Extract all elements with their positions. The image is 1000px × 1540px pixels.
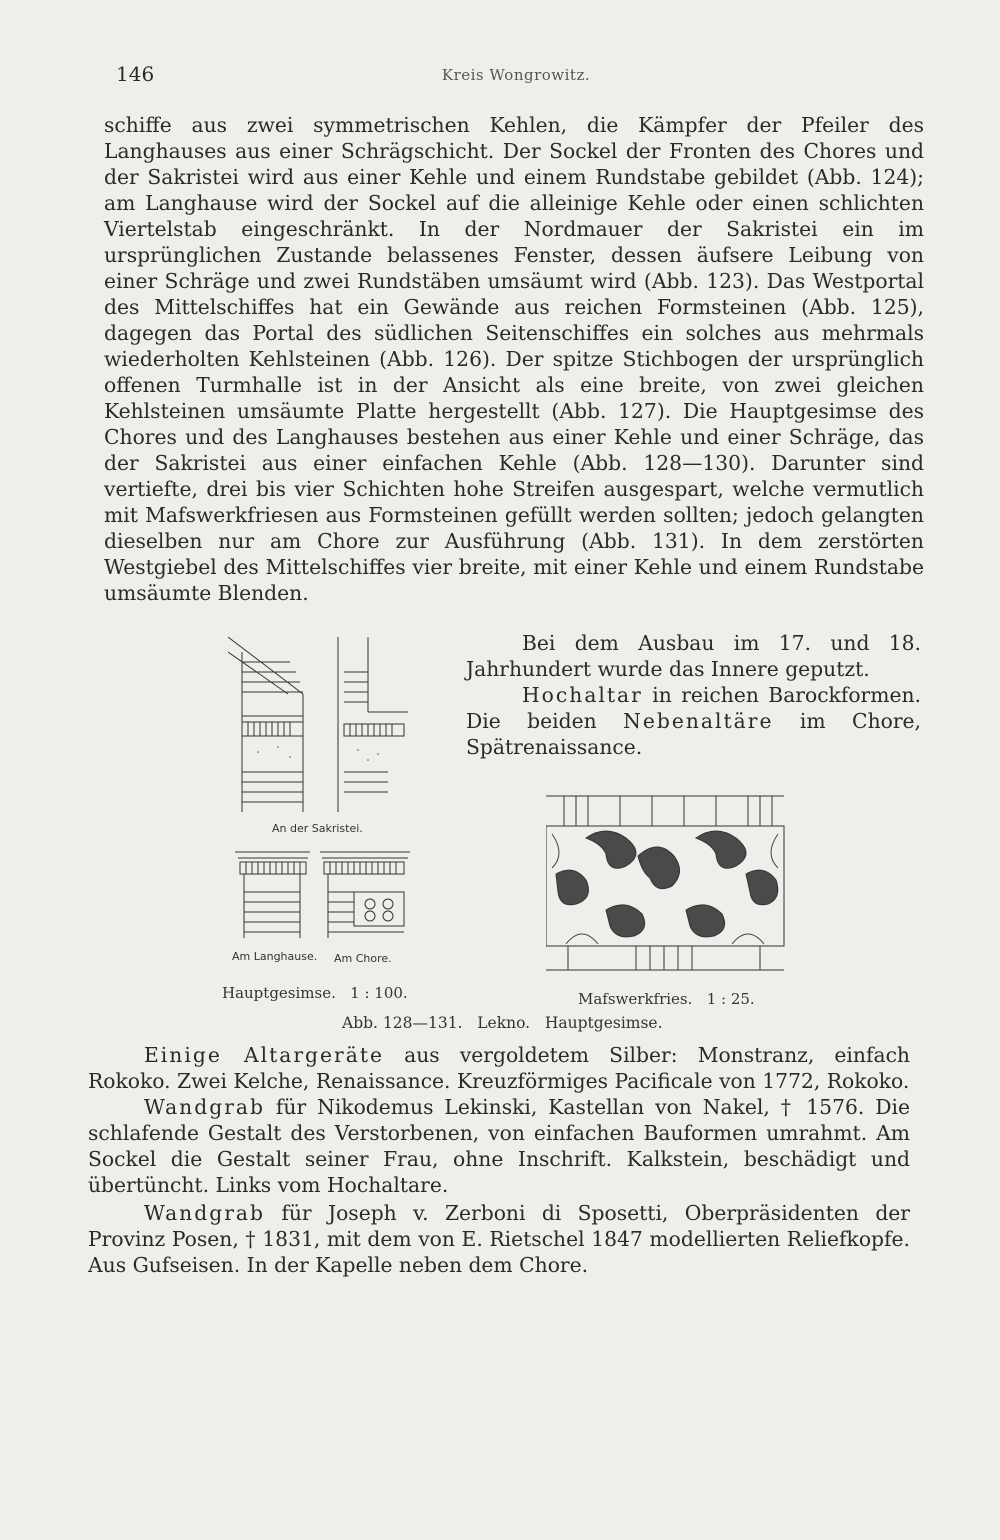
caption-right: Mafswerkfries. 1 : 25. [578,990,755,1008]
running-head: Kreis Wongrowitz. [441,66,591,84]
lower-paragraph-3 [88,1200,910,1278]
masswerkfries-drawing [546,794,786,980]
paragraph-top: schiffe aus zwei symmetrischen Kehlen, die Kämpfer der Pfeiler des Langhauses aus einer Schrägschicht. Der Sockel der Fronten des Chores und der Sakristei wird aus einer Kehle und einem Rundstabe gebildet (Abb. 124); am Langhause wird der Sockel auf die alleinige Kehle oder einen schlichten Viertelstab eingeschränkt. In der Nordmauer der Sakristei ein im ursprünglichen Zustande belassenes Fenster, dessen äufsere Leibung von einer Schräge und zwei Rundstäben umsäumt wird (Abb. 123). Das Westportal des Mittelschiffes hat ein Gewände aus reichen Formsteinen (Abb. 125), dagegen das Portal des südlichen Seitenschiffes ein solches aus mehrmals wiederholten Kehlsteinen (Abb. 126). Der spitze Stichbogen der ursprünglich offenen Turmhalle ist in der Ansicht als eine breite, von zwei gleichen Kehlsteinen umsäumte Platte hergestellt (Abb. 127). Die Hauptgesimse des Chores und des Langhauses bestehen aus einer Kehle und einer Schräge, das der Sakristei aus einer einfachen Kehle (Abb. 128—130). Darunter sind vertiefte, drei bis vier Schichten hohe Streifen ausgespart, welche vermutlich mit Mafswerkfriesen aus Formsteinen gefüllt werden sollten; jedoch gelangten dieselben nur am Chore zur Ausführung (Abb. 131). In dem zerstörten Westgiebel des Mittelschiffes vier breite, mit einer Kehle und einem Rundstabe umsäumte Blenden. [104,113,924,605]
lower-paragraph-2 [88,1094,910,1198]
side-paragraphs [466,630,921,760]
side-paragraph-1: Bei dem Ausbau im 17. und 18. Jahrhundert wurde das Innere geputzt. [466,631,921,681]
caption-left: Hauptgesimse. 1 : 100. [222,984,408,1002]
label-chore: Am Chore. [334,952,392,965]
term-hochaltar: Hochaltar [522,683,643,707]
lower-text-1: aus vergoldetem Silber: Monstranz, einfach Rokoko. Zwei Kelche, Renaissance. Kreuzförmiges Pacificale von 1772, Rokoko. [88,1043,910,1093]
lower-paragraphs [88,1042,910,1278]
label-langhause: Am Langhause. [232,950,318,963]
term-altargeraete: Einige Altargeräte [144,1043,384,1067]
figure-caption: Abb. 128—131. Lekno. Hauptgesimse. [342,1014,663,1032]
side-paragraph-2 [466,682,921,760]
term-nebenaltaere: Nebenaltäre [623,709,774,733]
term-wandgrab-2: Wandgrab [144,1201,265,1225]
page-header [116,62,916,92]
lower-text-2: für Nikodemus Lekinski, Kastellan von Nakel, † 1576. Die schlafende Gestalt des Verstorbenen, von einfachen Bauformen umrahmt. Am Sockel die Gestalt seiner Frau, ohne Inschrift. Kalkstein, beschädigt und übertüncht. Links vom Hochaltare. [88,1095,910,1197]
term-wandgrab-1: Wandgrab [144,1095,265,1119]
side-text-2a: in reichen Barockformen. Die beiden [466,683,921,733]
main-paragraph [104,112,924,606]
side-text-2b: im Chore, Spätrenaissance. [466,709,921,759]
lower-paragraph-1 [88,1042,910,1094]
lower-text-3: für Joseph v. Zerboni di Sposetti, Oberpräsidenten der Provinz Posen, † 1831, mit dem von E. Rietschel 1847 modellierten Reliefkopfe. Aus Gufseisen. In der Kapelle neben dem Chore. [88,1201,910,1277]
page-number: 146 [116,62,155,86]
cornice-sakristei-drawing [228,632,418,822]
label-sakristei: An der Sakristei. [272,822,363,835]
cornice-langhause-drawing [230,848,420,944]
